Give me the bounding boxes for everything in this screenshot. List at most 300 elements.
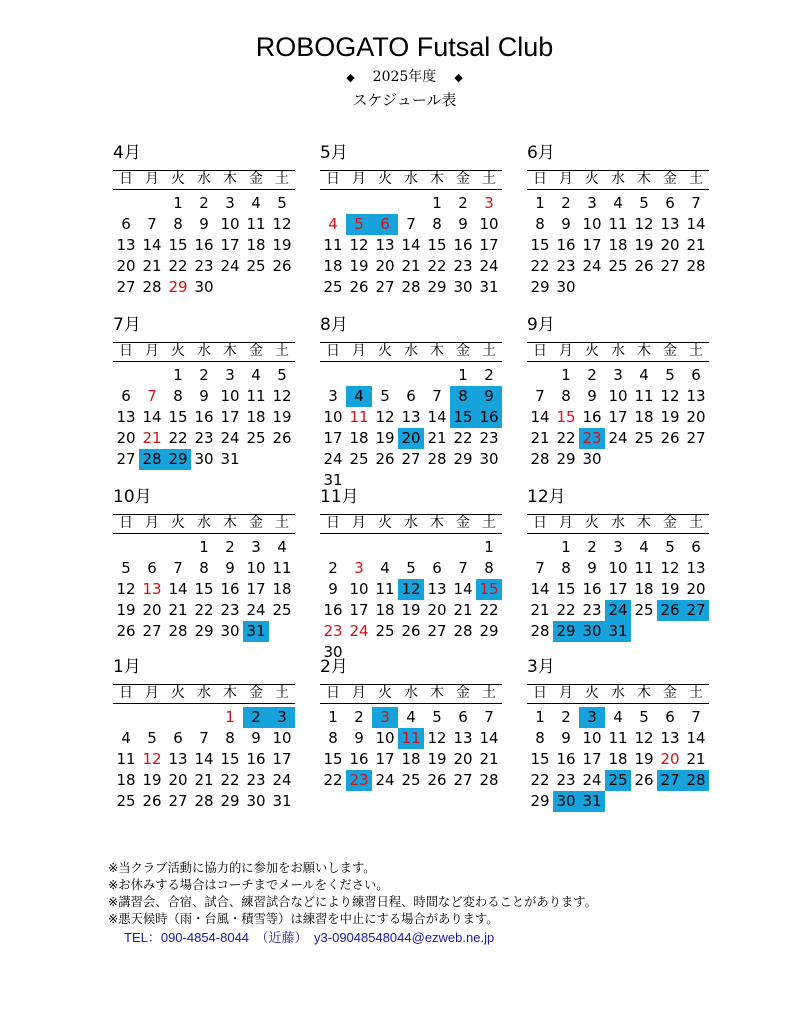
day-cell: 29	[194, 622, 214, 640]
empty-day	[372, 193, 398, 214]
week-row	[527, 728, 709, 749]
day-cell: 20	[660, 236, 680, 254]
weekday-label: 月	[352, 685, 366, 701]
day-cell: 12	[660, 559, 680, 577]
day-cell: 4	[380, 559, 390, 577]
day-cell: 22	[530, 257, 550, 275]
day-cell: 5	[432, 708, 442, 726]
weekday-label: 金	[249, 685, 263, 701]
diamond-left-icon: ◆	[346, 71, 355, 84]
day-cell: 21	[479, 750, 499, 768]
week-row	[527, 256, 709, 277]
day-cell: 4	[406, 708, 416, 726]
day-cell: 23	[323, 622, 343, 640]
week-row	[527, 558, 709, 579]
weekday-header	[527, 342, 709, 362]
contact-info: TEL：090-4854-8044 （近藤） y3-09048548044@ezweb.ne.jp	[124, 930, 495, 945]
month-title: 4月	[113, 143, 141, 163]
day-cell: 11	[634, 387, 654, 405]
day-cell: 6	[691, 366, 701, 384]
day-cell: 3	[587, 194, 597, 212]
day-cell: 25	[634, 429, 654, 447]
day-cell: 30	[194, 278, 214, 296]
day-cell: 6	[173, 729, 183, 747]
day-cell: 27	[401, 450, 421, 468]
weekday-label: 木	[430, 171, 444, 187]
day-cell: 20	[168, 771, 188, 789]
week-row	[527, 707, 709, 728]
month-calendar	[527, 140, 709, 298]
day-cell: 16	[246, 750, 266, 768]
day-cell: 30	[582, 450, 602, 468]
day-cell: 24	[220, 257, 240, 275]
day-cell: 11	[398, 728, 424, 749]
weekday-label: 月	[352, 171, 366, 187]
day-cell: 17	[479, 236, 499, 254]
day-cell: 14	[194, 750, 214, 768]
day-cell: 28	[453, 622, 473, 640]
day-cell: 8	[484, 559, 494, 577]
day-cell: 24	[582, 257, 602, 275]
day-cell: 16	[453, 236, 473, 254]
day-cell: 4	[277, 538, 287, 556]
day-cell: 8	[328, 729, 338, 747]
day-cell: 22	[220, 771, 240, 789]
day-cell: 19	[634, 236, 654, 254]
day-cell: 26	[634, 771, 654, 789]
week-row	[527, 407, 709, 428]
month-calendar	[113, 312, 295, 470]
weekday-label: 月	[352, 515, 366, 531]
day-cell: 17	[349, 601, 369, 619]
day-cell: 22	[479, 601, 499, 619]
day-cell: 25	[116, 792, 136, 810]
day-cell: 29	[553, 621, 579, 642]
day-cell: 29	[453, 450, 473, 468]
day-cell: 18	[634, 580, 654, 598]
day-cell: 20	[375, 257, 395, 275]
weekday-label: 水	[404, 685, 418, 701]
week-row	[113, 214, 295, 235]
weekday-header	[320, 514, 502, 534]
day-cell: 4	[639, 366, 649, 384]
weekday-label: 金	[663, 171, 677, 187]
day-cell: 12	[634, 215, 654, 233]
day-cell: 18	[246, 408, 266, 426]
day-cell: 4	[251, 194, 261, 212]
day-cell: 11	[349, 408, 369, 426]
empty-day	[527, 365, 553, 386]
day-cell: 24	[349, 622, 369, 640]
day-cell: 14	[530, 580, 550, 598]
weekday-label: 水	[611, 685, 625, 701]
day-cell: 2	[199, 194, 209, 212]
day-cell: 5	[665, 366, 675, 384]
day-cell: 10	[220, 387, 240, 405]
empty-day	[527, 537, 553, 558]
day-cell: 23	[582, 601, 602, 619]
day-cell: 12	[427, 729, 447, 747]
day-cell: 31	[579, 791, 605, 812]
month-calendar	[320, 312, 502, 491]
day-cell: 26	[142, 792, 162, 810]
day-cell: 25	[246, 257, 266, 275]
week-row	[320, 558, 502, 579]
weekday-label: 水	[197, 515, 211, 531]
week-row	[320, 235, 502, 256]
day-cell: 7	[458, 559, 468, 577]
empty-day	[165, 707, 191, 728]
weekday-label: 土	[275, 343, 289, 359]
day-cell: 31	[323, 471, 343, 489]
weekday-label: 火	[585, 685, 599, 701]
day-cell: 26	[375, 450, 395, 468]
day-cell: 9	[328, 580, 338, 598]
day-cell: 17	[582, 236, 602, 254]
day-cell: 5	[277, 366, 287, 384]
weekday-label: 土	[689, 343, 703, 359]
day-cell: 24	[605, 600, 631, 621]
week-row	[113, 235, 295, 256]
day-cell: 6	[406, 387, 416, 405]
day-cell: 26	[657, 600, 683, 621]
week-row	[320, 537, 502, 558]
weekday-label: 水	[404, 343, 418, 359]
weekday-label: 火	[378, 171, 392, 187]
weekday-label: 月	[145, 171, 159, 187]
week-row	[113, 193, 295, 214]
weekday-label: 火	[585, 171, 599, 187]
empty-day	[424, 537, 450, 558]
day-cell: 8	[225, 729, 235, 747]
weekday-label: 日	[326, 171, 340, 187]
week-row	[527, 600, 709, 621]
weekday-label: 金	[663, 515, 677, 531]
day-cell: 25	[634, 601, 654, 619]
day-cell: 24	[582, 771, 602, 789]
day-cell: 13	[686, 387, 706, 405]
day-cell: 24	[220, 429, 240, 447]
day-cell: 13	[660, 729, 680, 747]
day-cell: 15	[530, 236, 550, 254]
day-cell: 5	[665, 538, 675, 556]
month-calendar	[113, 140, 295, 298]
week-row	[320, 707, 502, 728]
day-cell: 5	[639, 708, 649, 726]
day-cell: 30	[479, 450, 499, 468]
week-row	[113, 707, 295, 728]
month-title: 10月	[113, 487, 152, 507]
day-cell: 2	[484, 366, 494, 384]
weekday-label: 木	[223, 171, 237, 187]
day-cell: 10	[272, 729, 292, 747]
day-cell: 2	[225, 538, 235, 556]
day-cell: 27	[427, 622, 447, 640]
day-cell: 14	[142, 408, 162, 426]
day-cell: 10	[375, 729, 395, 747]
day-cell: 14	[453, 580, 473, 598]
week-row	[113, 449, 295, 470]
week-row	[320, 749, 502, 770]
day-cell: 19	[272, 236, 292, 254]
day-cell: 8	[199, 559, 209, 577]
day-cell: 21	[686, 750, 706, 768]
week-row	[527, 277, 709, 298]
week-row	[113, 428, 295, 449]
day-cell: 1	[328, 708, 338, 726]
weekday-label: 木	[637, 685, 651, 701]
day-cell: 15	[556, 408, 576, 426]
day-cell: 17	[582, 750, 602, 768]
empty-day	[320, 365, 346, 386]
month-calendar	[113, 484, 295, 642]
day-cell: 12	[272, 387, 292, 405]
week-row	[320, 365, 502, 386]
day-cell: 15	[476, 579, 502, 600]
weekday-header	[113, 342, 295, 362]
day-cell: 8	[561, 559, 571, 577]
day-cell: 20	[686, 580, 706, 598]
day-cell: 6	[691, 538, 701, 556]
day-cell: 23	[220, 601, 240, 619]
day-cell: 13	[686, 559, 706, 577]
day-cell: 19	[660, 580, 680, 598]
empty-day	[424, 365, 450, 386]
month-title: 7月	[113, 315, 141, 335]
week-row	[113, 558, 295, 579]
day-cell: 14	[479, 729, 499, 747]
day-cell: 3	[372, 707, 398, 728]
empty-day	[320, 537, 346, 558]
day-cell: 10	[349, 580, 369, 598]
day-cell: 2	[587, 366, 597, 384]
weekday-label: 火	[171, 515, 185, 531]
day-cell: 27	[660, 257, 680, 275]
day-cell: 3	[269, 707, 295, 728]
day-cell: 14	[401, 236, 421, 254]
weekday-label: 月	[145, 685, 159, 701]
day-cell: 28	[401, 278, 421, 296]
day-cell: 8	[535, 215, 545, 233]
day-cell: 19	[427, 750, 447, 768]
week-row	[527, 428, 709, 449]
day-cell: 3	[225, 194, 235, 212]
day-cell: 18	[349, 429, 369, 447]
weekday-label: 日	[533, 515, 547, 531]
week-row	[320, 214, 502, 235]
day-cell: 28	[686, 257, 706, 275]
day-cell: 7	[535, 387, 545, 405]
month-calendar	[320, 140, 502, 298]
day-cell: 23	[556, 771, 576, 789]
day-cell: 11	[116, 750, 136, 768]
day-cell: 4	[121, 729, 131, 747]
day-cell: 7	[406, 215, 416, 233]
day-cell: 28	[142, 278, 162, 296]
note-line: ※お休みする場合はコーチまでメールをください。	[108, 878, 389, 892]
day-cell: 5	[346, 214, 372, 235]
day-cell: 22	[168, 429, 188, 447]
day-cell: 12	[398, 579, 424, 600]
day-cell: 3	[354, 559, 364, 577]
weekday-header	[527, 514, 709, 534]
day-cell: 14	[142, 236, 162, 254]
day-cell: 26	[660, 429, 680, 447]
week-row	[320, 256, 502, 277]
day-cell: 23	[579, 428, 605, 449]
week-row	[113, 621, 295, 642]
day-cell: 19	[349, 257, 369, 275]
weekday-label: 水	[611, 171, 625, 187]
day-cell: 22	[427, 257, 447, 275]
month-calendar	[113, 654, 295, 812]
day-cell: 8	[173, 387, 183, 405]
day-cell: 27	[168, 792, 188, 810]
day-cell: 9	[587, 387, 597, 405]
day-cell: 7	[535, 559, 545, 577]
day-cell: 27	[116, 450, 136, 468]
day-cell: 12	[375, 408, 395, 426]
weekday-header	[527, 170, 709, 190]
week-row	[320, 277, 502, 298]
day-cell: 9	[476, 386, 502, 407]
day-cell: 30	[246, 792, 266, 810]
day-cell: 19	[272, 408, 292, 426]
month-calendar	[320, 654, 502, 791]
month-title: 2月	[320, 657, 348, 677]
day-cell: 2	[199, 366, 209, 384]
day-cell: 21	[686, 236, 706, 254]
day-cell: 10	[246, 559, 266, 577]
weekday-label: 土	[482, 343, 496, 359]
weekday-header	[527, 684, 709, 704]
day-cell: 1	[458, 366, 468, 384]
day-cell: 5	[147, 729, 157, 747]
week-row	[527, 749, 709, 770]
week-row	[527, 770, 709, 791]
day-cell: 15	[194, 580, 214, 598]
page-title: ROBOGATO Futsal Club	[255, 32, 554, 62]
day-cell: 23	[246, 771, 266, 789]
week-row	[527, 791, 709, 812]
day-cell: 25	[375, 622, 395, 640]
day-cell: 4	[346, 386, 372, 407]
day-cell: 29	[530, 792, 550, 810]
weekday-header	[320, 170, 502, 190]
weekday-label: 日	[533, 171, 547, 187]
day-cell: 18	[634, 408, 654, 426]
week-row	[113, 365, 295, 386]
weekday-label: 木	[223, 343, 237, 359]
day-cell: 15	[450, 407, 476, 428]
day-cell: 8	[535, 729, 545, 747]
day-cell: 4	[639, 538, 649, 556]
day-cell: 15	[556, 580, 576, 598]
empty-day	[113, 707, 139, 728]
day-cell: 12	[349, 236, 369, 254]
weekday-label: 土	[482, 171, 496, 187]
day-cell: 30	[556, 278, 576, 296]
day-cell: 17	[272, 750, 292, 768]
week-row	[320, 600, 502, 621]
empty-day	[139, 707, 165, 728]
weekday-label: 火	[171, 685, 185, 701]
empty-day	[346, 193, 372, 214]
day-cell: 9	[225, 559, 235, 577]
week-row	[113, 537, 295, 558]
note-line: ※悪天候時（雨・台風・積雪等）は練習を中止にする場合があります。	[108, 912, 499, 926]
day-cell: 28	[530, 450, 550, 468]
day-cell: 15	[168, 236, 188, 254]
day-cell: 24	[323, 450, 343, 468]
diamond-right-icon: ◆	[454, 71, 463, 84]
day-cell: 29	[165, 449, 191, 470]
empty-day	[139, 365, 165, 386]
weekday-label: 金	[456, 343, 470, 359]
day-cell: 29	[427, 278, 447, 296]
day-cell: 18	[608, 236, 628, 254]
week-row	[527, 214, 709, 235]
weekday-label: 日	[119, 343, 133, 359]
day-cell: 5	[121, 559, 131, 577]
day-cell: 21	[453, 601, 473, 619]
day-cell: 25	[272, 601, 292, 619]
weekday-header	[320, 342, 502, 362]
day-cell: 22	[556, 601, 576, 619]
day-cell: 20	[427, 601, 447, 619]
day-cell: 27	[657, 770, 683, 791]
day-cell: 17	[375, 750, 395, 768]
weekday-label: 月	[145, 515, 159, 531]
weekday-label: 金	[663, 343, 677, 359]
weekday-label: 木	[223, 515, 237, 531]
day-cell: 12	[272, 215, 292, 233]
day-cell: 22	[453, 429, 473, 447]
day-cell: 21	[194, 771, 214, 789]
week-row	[320, 579, 502, 600]
weekday-header	[113, 170, 295, 190]
day-cell: 26	[349, 278, 369, 296]
day-cell: 19	[660, 408, 680, 426]
week-row	[527, 386, 709, 407]
weekday-label: 水	[611, 515, 625, 531]
day-cell: 9	[199, 215, 209, 233]
day-cell: 16	[323, 601, 343, 619]
weekday-label: 日	[119, 685, 133, 701]
day-cell: 11	[608, 215, 628, 233]
notes	[108, 860, 597, 928]
day-cell: 8	[450, 386, 476, 407]
weekday-label: 火	[585, 515, 599, 531]
day-cell: 2	[458, 194, 468, 212]
day-cell: 27	[683, 600, 709, 621]
day-cell: 30	[453, 278, 473, 296]
day-cell: 24	[479, 257, 499, 275]
day-cell: 26	[272, 257, 292, 275]
weekday-label: 月	[559, 171, 573, 187]
weekday-label: 金	[663, 685, 677, 701]
weekday-label: 金	[456, 685, 470, 701]
day-cell: 21	[427, 429, 447, 447]
day-cell: 29	[530, 278, 550, 296]
day-cell: 11	[375, 580, 395, 598]
day-cell: 7	[173, 559, 183, 577]
week-row	[113, 749, 295, 770]
day-cell: 7	[199, 729, 209, 747]
day-cell: 23	[556, 257, 576, 275]
day-cell: 11	[323, 236, 343, 254]
day-cell: 17	[220, 236, 240, 254]
